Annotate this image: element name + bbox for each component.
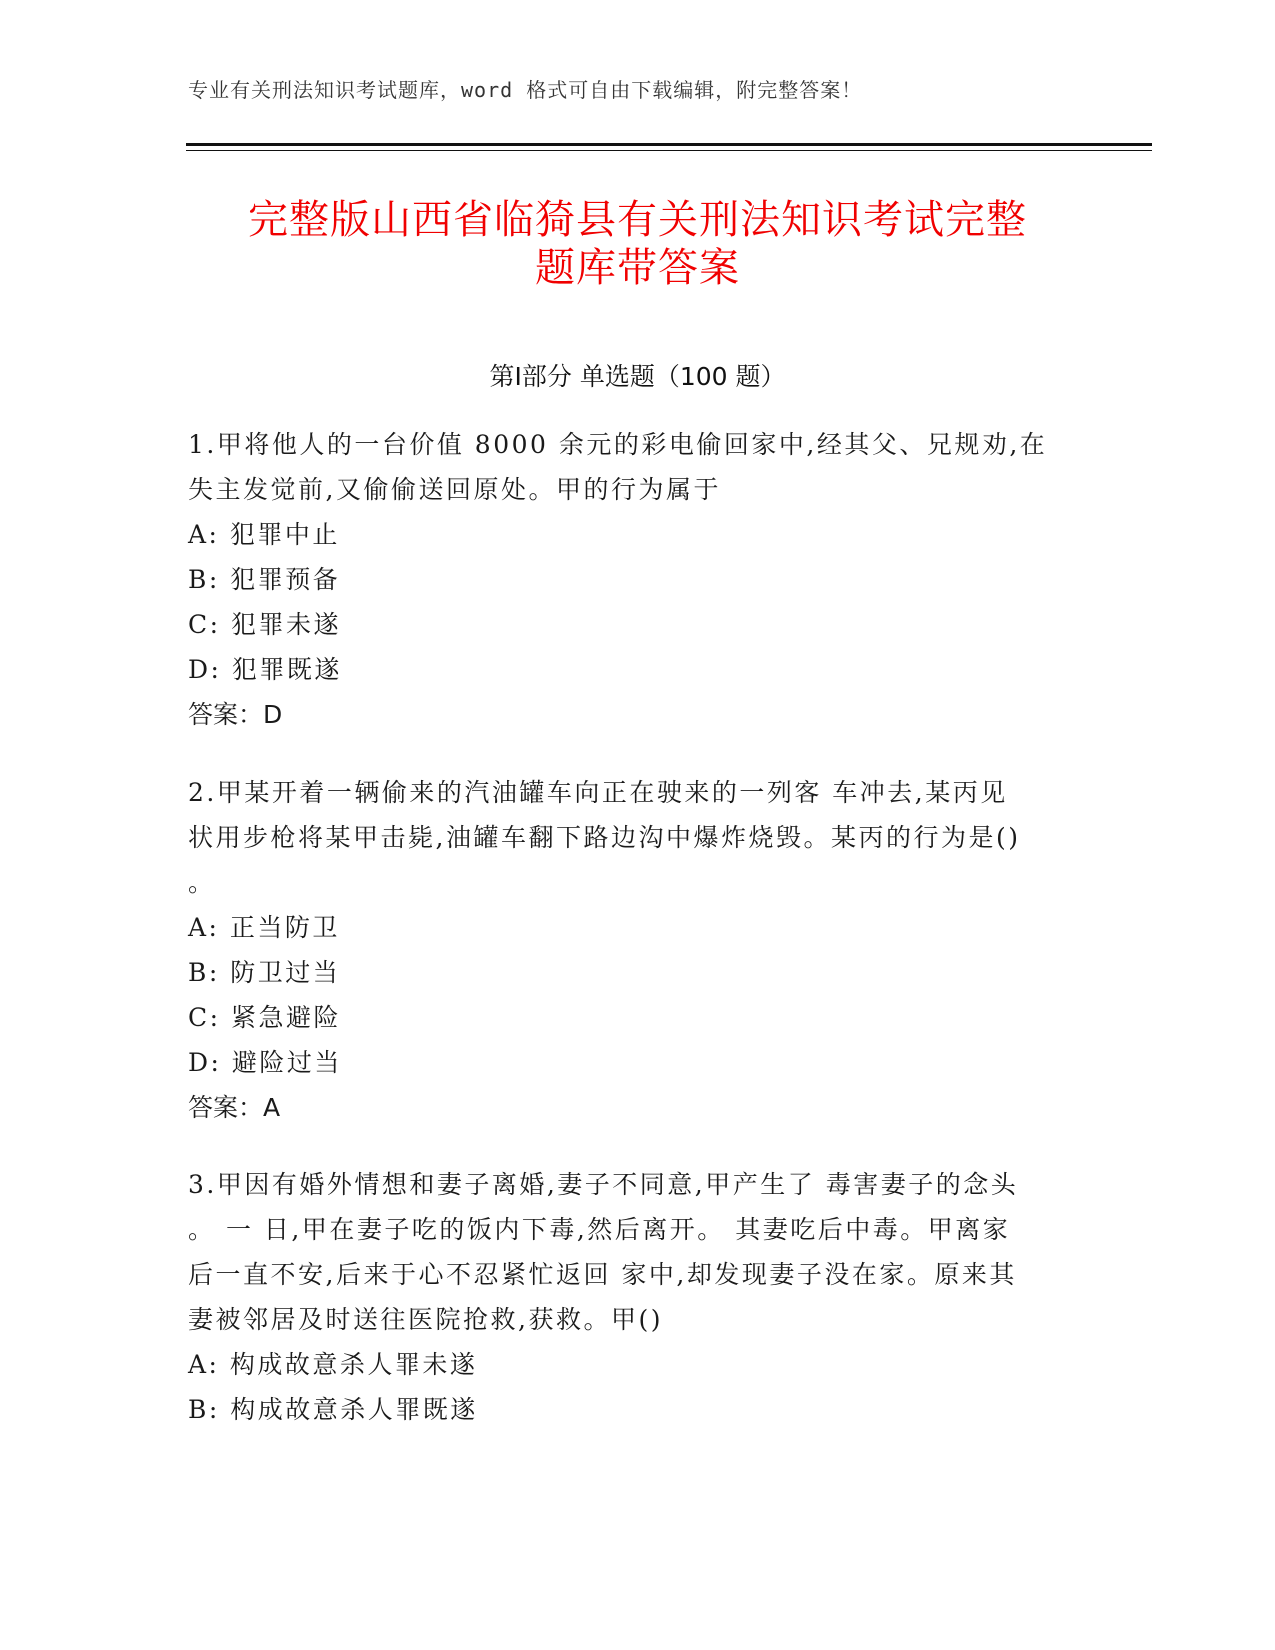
option-b: B: 犯罪预备: [188, 565, 341, 594]
answer-line: 答案：D: [188, 700, 283, 729]
title-line-1: 完整版山西省临猗县有关刑法知识考试完整: [248, 197, 1027, 243]
question-stem-line: 。 一 日,甲在妻子吃的饭内下毒,然后离开。 其妻吃后中毒。甲离家: [188, 1215, 1011, 1244]
question-3: [188, 1162, 1068, 1432]
header-note: 专业有关刑法知识考试题库，word 格式可自由下载编辑，附完整答案！: [188, 78, 863, 102]
question-stem-line: 状用步枪将某甲击毙,油罐车翻下路边沟中爆炸烧毁。某丙的行为是(): [188, 823, 1021, 852]
question-1: [188, 422, 1068, 737]
answer-line: 答案：A: [188, 1093, 281, 1122]
header-divider-thin: [186, 150, 1152, 151]
question-stem-line: 2.甲某开着一辆偷来的汽油罐车向正在驶来的一列客 车冲去,某丙见: [188, 778, 1008, 807]
question-2: [188, 770, 1068, 1130]
option-c: C: 犯罪未遂: [188, 610, 341, 639]
question-stem-line: 3.甲因有婚外情想和妻子离婚,妻子不同意,甲产生了 毒害妻子的念头: [188, 1170, 1019, 1199]
option-b: B: 防卫过当: [188, 958, 341, 987]
option-a: A: 构成故意杀人罪未遂: [188, 1350, 478, 1379]
question-stem-line: 妻被邻居及时送往医院抢救,获救。甲(): [188, 1305, 663, 1334]
title-line-2: 题库带答案: [535, 245, 740, 291]
question-stem-line: 。: [188, 868, 216, 897]
section-title: 第Ⅰ部分 单选题（100 题）: [489, 362, 786, 391]
question-stem-line: 失主发觉前,又偷偷送回原处。甲的行为属于: [188, 475, 721, 504]
option-d: D: 犯罪既遂: [188, 655, 342, 684]
option-a: A: 正当防卫: [188, 913, 340, 942]
document-title: [150, 196, 1125, 292]
option-d: D: 避险过当: [188, 1048, 342, 1077]
question-stem-line: 1.甲将他人的一台价值 8000 余元的彩电偷回家中,经其父、兄规劝,在: [188, 430, 1048, 459]
option-b: B: 构成故意杀人罪既遂: [188, 1395, 478, 1424]
option-c: C: 紧急避险: [188, 1003, 341, 1032]
question-stem-line: 后一直不安,后来于心不忍紧忙返回 家中,却发现妻子没在家。原来其: [188, 1260, 1017, 1289]
option-a: A: 犯罪中止: [188, 520, 340, 549]
header-divider: [186, 143, 1152, 146]
